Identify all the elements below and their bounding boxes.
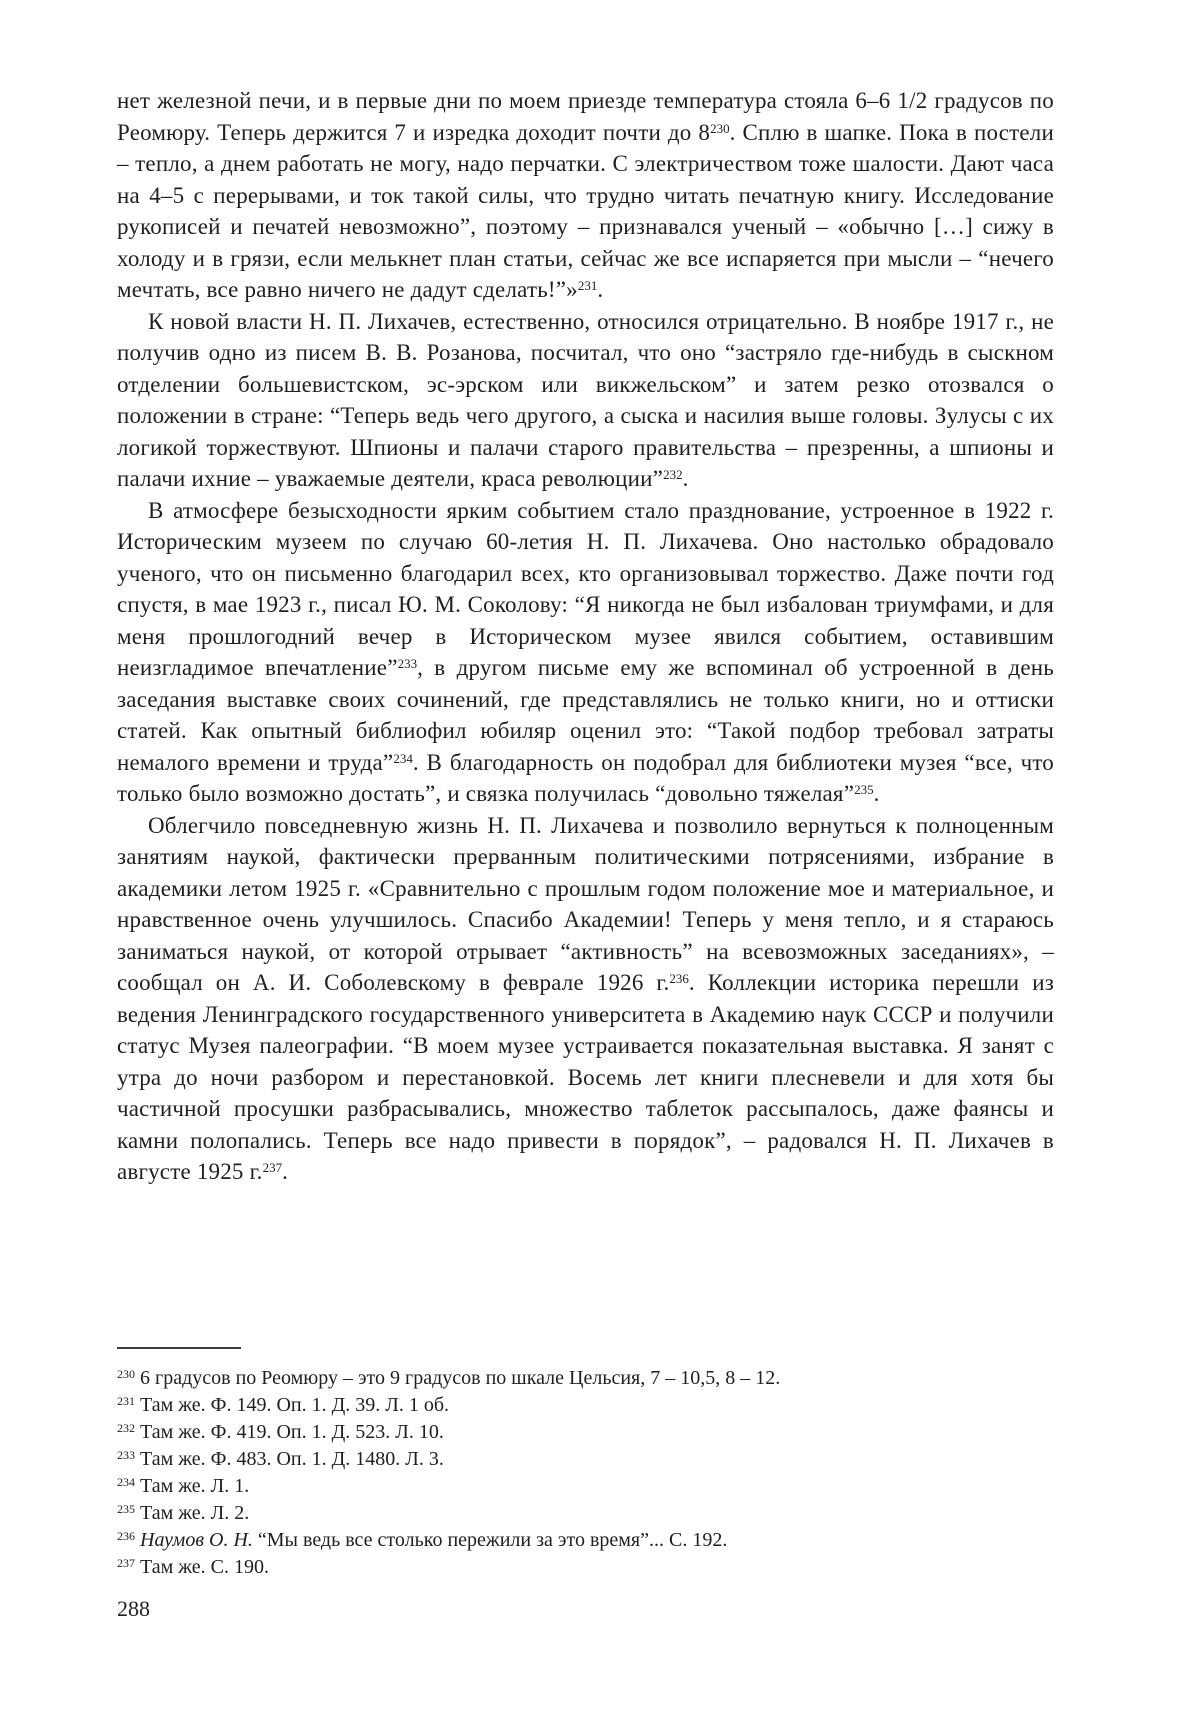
- footnote-item: [117, 1419, 1054, 1446]
- paragraph: В атмосфере безысходности ярким событием стало празднование, устроенное в 1922 г. Историческим музеем по случаю 60-летия Н. П. Лихачева. Оно настолько обрадовало ученого, что он письменно благодарил всех, кто организовывал торжество. Даже почти год спустя, в мае 1923 г., писал Ю. М. Соколову: “Я никогда не был избалован триумфами, и для меня прошлогодний вечер в Историческом музее явился событием, оставившим неизгладимое впечатление”$^{233}$, в другом письме ему же вспоминал об устроенной в день заседания выставке своих сочинений, где представлялись не только книги, но и оттиски статей. Как опытный библиофил юбиляр оценил это: “Такой подбор требовал затраты немалого времени и труда”$^{234}$. В благодарность он подобрал для библиотеки музея “все, что только было возможно достать”, и связка получилась “довольно тяжелая”$^{235}$.: [117, 497, 1054, 806]
- footnote-marker: 230: [117, 1367, 135, 1381]
- footnotes-separator: [117, 1347, 241, 1349]
- footnote-text: Там же. Ф. 483. Оп. 1. Д. 1480. Л. 3.: [140, 1448, 444, 1470]
- footnote-marker: 232: [117, 1421, 135, 1435]
- footnote-text: Там же. Ф. 149. Оп. 1. Д. 39. Л. 1 об.: [140, 1394, 450, 1416]
- footnote-ref: 234: [393, 750, 413, 766]
- footnote-ref: 232: [663, 467, 683, 482]
- paragraph: нет железной печи, и в первые дни по моем приезде температура стояла 6–6 1/2 градусов по Реомюру. Теперь держится 7 и изредка доходит почти до 8$^{230}$. Сплю в шапке. Пока в постели – тепло, а днем работать не могу, надо перчатки. С электричеством тоже шалости. Дают часа на 4–5 с перерывами, и ток такой силы, что трудно читать печатную книгу. Исследование рукописей и печатей невозможно”, поэтому – признавался ученый – «обычно […] сижу в холоду и в грязи, если мелькнет план статьи, сейчас же все испаряется при мысли – “нечего мечтать, все равно ничего не дадут сделать!”»$^{231}$.: [117, 88, 1054, 302]
- body-text: [117, 85, 1054, 1188]
- footnote-ref: 236: [669, 971, 689, 986]
- paragraph: К новой власти Н. П. Лихачев, естественно, относился отрицательно. В ноябре 1917 г., не получив одно из писем В. В. Розанова, посчитал, что оно “застряло где-нибудь в сыскном отделении большевистском, эс-эрском или викжельском” и затем резко отозвался о положении в стране: “Теперь ведь чего другого, а сыска и насилия выше головы. Зулусы с их логикой торжествуют. Шпионы и палачи старого правительства – презренны, а шпионы и палачи ихние – уважаемые деятели, краса революции”$^{232}$.: [117, 308, 1054, 491]
- footnote-text: Там же. Ф. 419. Оп. 1. Д. 523. Л. 10.: [140, 1421, 444, 1443]
- footnote-text: “Мы ведь все столько пережили за это время”... С. 192.: [257, 1529, 728, 1551]
- footnote-marker: 236: [117, 1529, 135, 1543]
- footnote-marker: 235: [117, 1502, 135, 1516]
- footnote-text: Там же. С. 190.: [140, 1556, 270, 1578]
- footnote-marker: 231: [117, 1394, 135, 1408]
- footnote-ref: 237: [262, 1160, 283, 1175]
- footnote-item: [117, 1554, 1054, 1581]
- footnote-ref: 233: [397, 656, 418, 671]
- footnote-text: Там же. Л. 1.: [140, 1475, 250, 1497]
- footnote-item: [117, 1500, 1054, 1527]
- footnote-marker: 233: [117, 1448, 135, 1462]
- footnote-author: Наумов О. Н.: [140, 1529, 258, 1551]
- footnote-marker: 234: [117, 1475, 135, 1489]
- footnote-item: [117, 1446, 1054, 1473]
- footnote-item: [117, 1365, 1054, 1392]
- footnote-item: [117, 1473, 1054, 1500]
- footnote-ref: 230: [710, 120, 730, 136]
- paragraph: Облегчило повседневную жизнь Н. П. Лихачева и позволило вернуться к полноценным занятиям наукой, фактически прерванным политическими потрясениями, избрание в академики летом 1925 г. «Сравнительно с прошлым годом положение мое и материальное, и нравственное очень улучшилось. Спасибо Академии! Теперь у меня тепло, и я стараюсь заниматься наукой, от которой отрывает “активность” на всевозможных заседаниях», – сообщал он А. И. Соболевскому в феврале 1926 г.$^{236}$. Коллекции историка перешли из ведения Ленинградского государственного университета в Академию наук СССР и получили статус Музея палеографии. “В моем музее устраивается показательная выставка. Я занят с утра до ночи разбором и перестановкой. Восемь лет книги плесневели и для хотя бы частичной просушки разбрасывались, множество таблеток рассыпалось, даже фаянсы и камни полопались. Теперь все надо привести в порядок”, – радовался Н. П. Лихачев в августе 1925 г.$^{237}$.: [117, 812, 1054, 1184]
- footnote-ref: 235: [854, 782, 874, 797]
- footnote-item: [117, 1527, 1054, 1554]
- footnote-ref: 231: [577, 278, 598, 293]
- page-number: 288: [117, 1596, 150, 1621]
- footnote-marker: 237: [117, 1556, 135, 1570]
- footnotes-block: [117, 1347, 1054, 1581]
- footnote-text: 6 градусов по Реомюру – это 9 градусов по шкале Цельсия, 7 – 10,5, 8 – 12.: [140, 1367, 781, 1389]
- footnote-item: [117, 1392, 1054, 1419]
- footnote-list: [117, 1365, 1054, 1581]
- footnote-text: Там же. Л. 2.: [140, 1502, 250, 1524]
